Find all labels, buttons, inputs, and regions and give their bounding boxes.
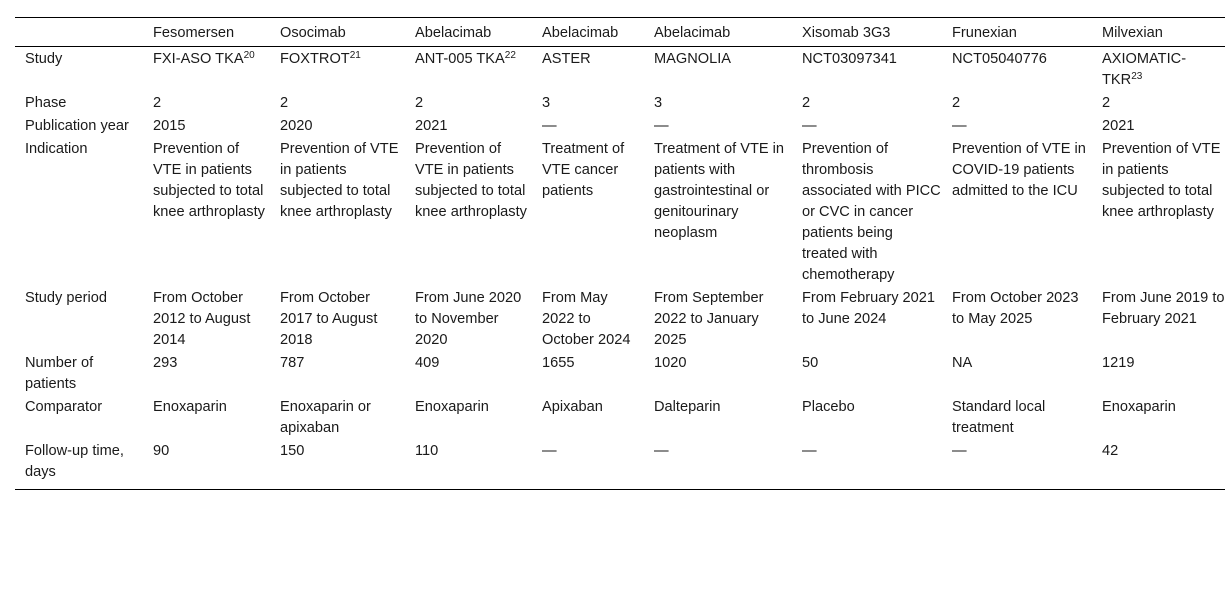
cell-text: — — [802, 118, 817, 134]
table-cell — [1092, 440, 1225, 490]
table-cell — [792, 115, 942, 138]
table-cell — [792, 352, 942, 396]
cell-text: 50 — [802, 355, 819, 371]
table-cell — [1092, 92, 1225, 115]
column-header: Abelacimab — [542, 25, 619, 41]
table-cell — [405, 287, 532, 352]
cell-text: 2 — [802, 95, 811, 111]
table-cell — [1092, 138, 1225, 287]
table-cell — [405, 396, 532, 440]
cell-text: From October 2012 to August 2014 — [153, 290, 251, 348]
cell-text: From May 2022 to October 2024 — [542, 290, 631, 348]
table-cell — [942, 396, 1092, 440]
cell-text: 2 — [415, 95, 424, 111]
table-row — [15, 115, 1225, 138]
table-cell — [644, 352, 792, 396]
row-label: Number of patients — [25, 355, 94, 392]
table-row — [15, 92, 1225, 115]
cell-text: 787 — [280, 355, 305, 371]
cell-text: Standard local treatment — [952, 399, 1046, 436]
table-cell — [532, 440, 644, 490]
table-row — [15, 138, 1225, 287]
row-label: Phase — [25, 95, 67, 111]
cell-text: 2 — [952, 95, 961, 111]
table-cell — [644, 287, 792, 352]
cell-text: Enoxaparin — [153, 399, 227, 415]
cell-text: Prevention of VTE in patients subjected to total knee arthroplasty — [415, 141, 527, 220]
table-cell — [405, 352, 532, 396]
cell-text: MAGNOLIA — [654, 51, 732, 67]
table-cell — [143, 47, 270, 93]
table-cell — [942, 287, 1092, 352]
cell-text: 90 — [153, 443, 170, 459]
table-cell — [143, 352, 270, 396]
cell-text: Prevention of VTE in COVID-19 patients admitted to the ICU — [952, 141, 1086, 199]
table-cell — [792, 396, 942, 440]
cell-text: — — [952, 118, 967, 134]
table-cell — [532, 138, 644, 287]
table-cell — [405, 47, 532, 93]
table-cell — [270, 115, 405, 138]
column-header: Xisomab 3G3 — [802, 25, 891, 41]
row-label: Publication year — [25, 118, 129, 134]
table-cell — [942, 352, 1092, 396]
table-cell — [1092, 352, 1225, 396]
column-header: Abelacimab — [415, 25, 492, 41]
cell-text: 2021 — [415, 118, 448, 134]
cell-text: FOXTROT — [280, 51, 350, 67]
cell-text: FXI-ASO TKA — [153, 51, 244, 67]
table-cell — [532, 115, 644, 138]
cell-text: From February 2021 to June 2024 — [802, 290, 936, 327]
cell-text: 2 — [153, 95, 162, 111]
cell-text: 3 — [542, 95, 551, 111]
column-header: Osocimab — [280, 25, 346, 41]
table-row — [15, 47, 1225, 93]
table-cell — [792, 92, 942, 115]
cell-text: Treatment of VTE cancer patients — [542, 141, 625, 199]
table-cell — [792, 47, 942, 93]
cell-text: Apixaban — [542, 399, 603, 415]
table-cell — [270, 396, 405, 440]
table-cell — [143, 440, 270, 490]
cell-text: 1020 — [654, 355, 687, 371]
cell-text: 409 — [415, 355, 440, 371]
cell-text: 2 — [280, 95, 289, 111]
table-cell — [143, 138, 270, 287]
table-cell — [143, 287, 270, 352]
table-header — [15, 18, 1225, 47]
table-cell — [644, 92, 792, 115]
column-header: Milvexian — [1102, 25, 1163, 41]
header-row — [15, 18, 1225, 47]
cell-text: 2 — [1102, 95, 1111, 111]
table-row — [15, 352, 1225, 396]
table-cell — [942, 92, 1092, 115]
table-cell — [942, 440, 1092, 490]
table-cell — [1092, 396, 1225, 440]
row-label: Follow-up time, days — [25, 443, 124, 480]
table-cell — [270, 440, 405, 490]
cell-text: AXIOMATIC-TKR — [1102, 51, 1187, 88]
table-cell — [532, 92, 644, 115]
table-cell — [270, 138, 405, 287]
row-label: Indication — [25, 141, 88, 157]
table-body — [15, 47, 1225, 490]
cell-text: NCT03097341 — [802, 51, 897, 67]
cell-text: — — [542, 118, 557, 134]
cell-text: NA — [952, 355, 973, 371]
column-header: Abelacimab — [654, 25, 731, 41]
table-cell — [644, 47, 792, 93]
cell-text: — — [654, 443, 669, 459]
cell-text: Treatment of VTE in patients with gastrointestinal or genitourinary neoplasm — [654, 141, 785, 241]
table-cell — [1092, 47, 1225, 93]
cell-text: From October 2017 to August 2018 — [280, 290, 378, 348]
reference-superscript: 21 — [349, 50, 361, 61]
column-header: Frunexian — [952, 25, 1017, 41]
cell-text: ANT-005 TKA — [415, 51, 505, 67]
cell-text: From October 2023 to May 2025 — [952, 290, 1079, 327]
cell-text: Enoxaparin — [1102, 399, 1176, 415]
table-cell — [532, 47, 644, 93]
cell-text: NCT05040776 — [952, 51, 1047, 67]
cell-text: 2015 — [153, 118, 186, 134]
cell-text: From September 2022 to January 2025 — [654, 290, 764, 348]
cell-text: — — [542, 443, 557, 459]
table-row — [15, 287, 1225, 352]
table-cell — [270, 352, 405, 396]
table-cell — [1092, 115, 1225, 138]
cell-text: 3 — [654, 95, 663, 111]
table-cell — [942, 47, 1092, 93]
cell-text: 2020 — [280, 118, 313, 134]
table-cell — [644, 396, 792, 440]
cell-text: Prevention of VTE in patients subjected to total knee arthroplasty — [1102, 141, 1221, 220]
table-cell — [405, 92, 532, 115]
row-label: Study period — [25, 290, 107, 306]
table-cell — [792, 440, 942, 490]
cell-text: — — [654, 118, 669, 134]
table-cell — [143, 115, 270, 138]
cell-text: Enoxaparin — [415, 399, 489, 415]
reference-superscript: 20 — [243, 50, 255, 61]
cell-text: Prevention of VTE in patients subjected to total knee arthroplasty — [153, 141, 265, 220]
table-cell — [143, 396, 270, 440]
table-cell — [532, 352, 644, 396]
header-corner-cell — [15, 18, 143, 47]
cell-text: From June 2019 to February 2021 — [1102, 290, 1225, 327]
table-cell — [143, 92, 270, 115]
cell-text: 110 — [415, 443, 439, 459]
table-cell — [270, 287, 405, 352]
reference-superscript: 22 — [504, 50, 516, 61]
cell-text: 150 — [280, 443, 305, 459]
table-cell — [644, 115, 792, 138]
cell-text: Enoxaparin or apixaban — [280, 399, 371, 436]
table-row — [15, 396, 1225, 440]
table-cell — [942, 115, 1092, 138]
table-cell — [792, 287, 942, 352]
table-cell — [270, 92, 405, 115]
column-header: Fesomersen — [153, 25, 235, 41]
table-cell — [532, 396, 644, 440]
cell-text: Prevention of thrombosis associated with PICC or CVC in cancer patients being treated with chemotherapy — [802, 141, 941, 283]
cell-text: ASTER — [542, 51, 591, 67]
cell-text: 1655 — [542, 355, 575, 371]
cell-text: 1219 — [1102, 355, 1135, 371]
table-cell — [644, 138, 792, 287]
table-cell — [1092, 287, 1225, 352]
table-cell — [532, 287, 644, 352]
table-cell — [405, 138, 532, 287]
table-cell — [644, 440, 792, 490]
cell-text: 293 — [153, 355, 178, 371]
cell-text: — — [802, 443, 817, 459]
table-cell — [792, 138, 942, 287]
table-row — [15, 440, 1225, 490]
cell-text: From June 2020 to November 2020 — [415, 290, 522, 348]
reference-superscript: 23 — [1131, 71, 1143, 82]
table-cell — [405, 115, 532, 138]
table-cell — [942, 138, 1092, 287]
cell-text: 42 — [1102, 443, 1119, 459]
cell-text: Dalteparin — [654, 399, 721, 415]
trials-table — [15, 17, 1225, 490]
cell-text: Prevention of VTE in patients subjected to total knee arthroplasty — [280, 141, 399, 220]
cell-text: 2021 — [1102, 118, 1135, 134]
row-label: Comparator — [25, 399, 103, 415]
table-cell — [405, 440, 532, 490]
table-cell — [270, 47, 405, 93]
row-label: Study — [25, 51, 63, 67]
cell-text: — — [952, 443, 967, 459]
cell-text: Placebo — [802, 399, 855, 415]
